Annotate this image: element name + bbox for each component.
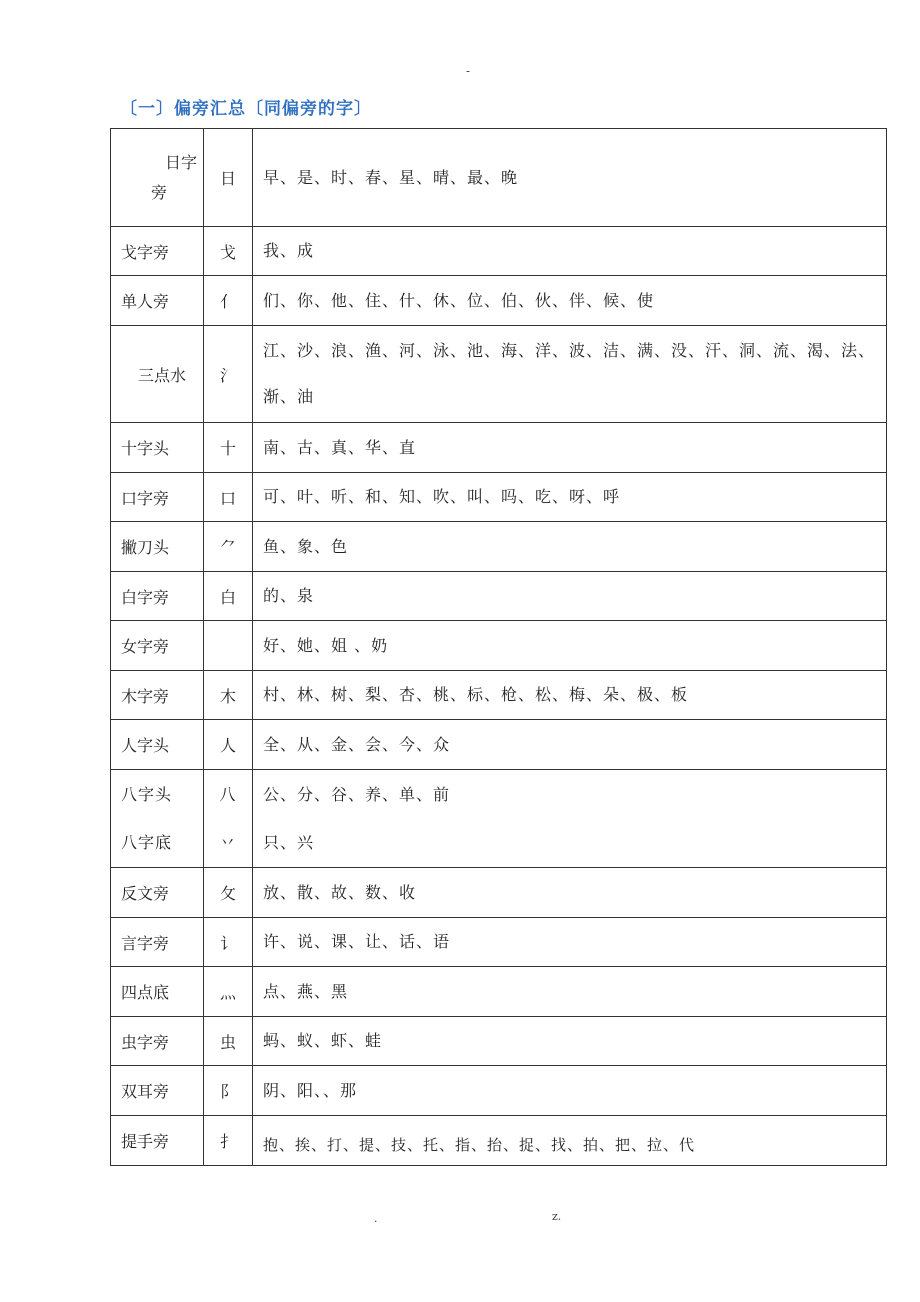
radical-name-line: 木字旁: [121, 686, 170, 706]
table-row: [111, 473, 887, 522]
radical-name-line: 旁: [150, 182, 167, 202]
header-mark: -: [466, 64, 471, 78]
characters-cell: [253, 276, 887, 326]
radical-name-cell: [111, 572, 204, 621]
characters-cell: [253, 326, 887, 423]
characters-cell: [253, 770, 887, 868]
radical-glyph: 亻: [219, 292, 236, 311]
characters-cell: [253, 671, 887, 720]
radical-glyph: 口: [219, 488, 236, 508]
characters-text: 可、叶、听、和、知、吹、叫、吗、吃、呀、呼: [263, 487, 621, 506]
characters-text: 的、泉: [263, 586, 315, 605]
radical-glyph-cell: [204, 918, 253, 967]
radical-glyph-cell: [204, 967, 253, 1017]
radical-name-line: 撇刀头: [121, 538, 170, 557]
radical-name-line: 提手旁: [121, 1132, 170, 1151]
radical-name-line: 口字旁: [121, 488, 170, 508]
characters-cell: [253, 720, 887, 770]
radical-glyph: 攵: [219, 884, 236, 903]
characters-text: 好、她、姐 、奶: [263, 635, 389, 655]
radical-table: [110, 128, 887, 1166]
characters-text: 们、你、他、住、什、休、位、伯、伙、伴、候、使: [263, 290, 655, 310]
radical-name-cell: [111, 671, 204, 720]
table-row: [111, 522, 887, 572]
radical-glyph-cell: [204, 326, 253, 423]
radical-name-cell: [111, 423, 204, 473]
characters-text: 放、散、故、数、收: [263, 882, 417, 902]
characters-text: 许、说、课、让、话、语: [263, 932, 451, 951]
radical-glyph-cell: [204, 276, 253, 326]
radical-name-line: 日字: [164, 152, 197, 172]
radical-glyph: 十: [219, 439, 236, 458]
radical-glyph: 阝: [219, 1082, 236, 1101]
radical-name-line: 白字旁: [121, 587, 170, 607]
footer-left-mark: .: [374, 1212, 378, 1225]
characters-cell: [253, 423, 887, 473]
characters-cell: [253, 918, 887, 967]
characters-cell: [253, 1066, 887, 1116]
radical-name-cell: [111, 326, 204, 423]
radical-name-line: 八字头: [121, 784, 173, 804]
radical-glyph-cell: [204, 621, 253, 671]
radical-glyph: 扌: [219, 1132, 236, 1151]
radical-name-line: 十字头: [121, 439, 170, 458]
radical-glyph-cell: [204, 770, 253, 868]
radical-name-line: 人字头: [121, 736, 170, 755]
characters-cell: [253, 621, 887, 671]
radical-glyph: 人: [219, 736, 236, 755]
table-row: [111, 572, 887, 621]
radical-name-cell: [111, 1066, 204, 1116]
radical-name-line: 四点底: [121, 983, 170, 1002]
radical-glyph: ⺈: [219, 538, 236, 557]
characters-text: 早、是、时、春、星、晴、最、晚: [263, 167, 519, 187]
radical-glyph-cell: [204, 868, 253, 918]
radical-glyph: 讠: [219, 933, 236, 953]
characters-text: 鱼、象、色: [263, 536, 349, 556]
characters-cell: [253, 227, 887, 276]
radical-name-cell: [111, 276, 204, 326]
table-row: [111, 621, 887, 671]
radical-glyph: 木: [219, 686, 236, 706]
radical-glyph-cell: [204, 423, 253, 473]
radical-glyph: 戈: [219, 242, 236, 262]
radical-glyph: 白: [219, 587, 236, 607]
table-row: [111, 276, 887, 326]
radical-glyph-cell: [204, 671, 253, 720]
radical-name-cell: [111, 1017, 204, 1066]
characters-text: 公、分、谷、养、单、前: [263, 784, 451, 804]
radical-glyph-cell: [204, 1116, 253, 1166]
radical-name-cell: [111, 1116, 204, 1166]
characters-cell: [253, 473, 887, 522]
radical-name-cell: [111, 522, 204, 572]
characters-text: 南、古、真、华、直: [263, 437, 417, 457]
characters-cell: [253, 522, 887, 572]
radical-name-line: 双耳旁: [121, 1082, 170, 1101]
table-row: [111, 1017, 887, 1066]
radical-name-cell: [111, 967, 204, 1017]
radical-glyph: 八: [219, 784, 237, 804]
table-row: [111, 326, 887, 423]
characters-text: 点、燕、黑: [263, 981, 349, 1001]
characters-text: 村、林、树、梨、杏、桃、标、枪、松、梅、朵、极、板: [263, 685, 689, 704]
characters-text: 全、从、金、会、今、众: [263, 734, 451, 754]
radical-name-cell: [111, 868, 204, 918]
characters-cell: [253, 572, 887, 621]
radical-name-line: 三点水: [137, 365, 186, 385]
radical-name-cell: [111, 621, 204, 671]
table-row: [111, 720, 887, 770]
table-row: [111, 671, 887, 720]
radical-name-line: 言字旁: [121, 933, 170, 953]
radical-name-line: 八字底: [121, 832, 173, 852]
characters-cell: [253, 868, 887, 918]
characters-text: 只、兴: [263, 832, 315, 852]
page-title: 〔一〕偏旁汇总〔同偏旁的字〕: [120, 99, 372, 119]
radical-glyph-cell: [204, 473, 253, 522]
radical-glyph-cell: [204, 227, 253, 276]
characters-cell: [253, 1017, 887, 1066]
radical-glyph-cell: [204, 129, 253, 227]
characters-text: 阴、阳、、那: [263, 1080, 358, 1100]
table-row: [111, 1066, 887, 1116]
radical-glyph: 丷: [219, 832, 237, 852]
table-row: [111, 129, 887, 227]
characters-text: 蚂、蚁、虾、蛙: [263, 1031, 383, 1050]
table-row: [111, 967, 887, 1017]
radical-name-cell: [111, 473, 204, 522]
radical-glyph: 虫: [219, 1032, 236, 1052]
radical-name-cell: [111, 918, 204, 967]
radical-name-line: 反文旁: [121, 884, 170, 903]
radical-glyph-cell: [204, 720, 253, 770]
characters-cell: [253, 129, 887, 227]
radical-name-line: 女字旁: [121, 637, 170, 656]
radical-name-line: 单人旁: [121, 292, 170, 311]
table-row: [111, 423, 887, 473]
radical-glyph-cell: [204, 1017, 253, 1066]
table-row: [111, 770, 887, 868]
radical-glyph-cell: [204, 572, 253, 621]
table-row: [111, 918, 887, 967]
radical-name-cell: [111, 770, 204, 868]
radical-glyph: 灬: [219, 983, 236, 1002]
radical-name-cell: [111, 720, 204, 770]
radical-glyph: 氵: [219, 365, 236, 385]
table-row: [111, 868, 887, 918]
radical-glyph-cell: [204, 1066, 253, 1116]
radical-name-cell: [111, 129, 204, 227]
footer-right-mark: z.: [552, 1210, 562, 1223]
characters-cell: [253, 967, 887, 1017]
characters-text: 江、沙、浪、渔、河、泳、池、海、洋、波、洁、满、没、汗、洞、流、渴、法、渐、油: [263, 341, 876, 406]
characters-text: 抱、挨、打、提、技、托、指、抬、捉、找、拍、把、拉、代: [263, 1135, 696, 1154]
radical-name-cell: [111, 227, 204, 276]
characters-text: 我、成: [263, 241, 315, 260]
table-row: [111, 1116, 887, 1166]
characters-cell: [253, 1116, 887, 1166]
radical-glyph-cell: [204, 522, 253, 572]
table-row: [111, 227, 887, 276]
radical-name-line: 戈字旁: [121, 242, 170, 262]
radical-glyph: 日: [219, 169, 236, 188]
radical-name-line: 虫字旁: [121, 1032, 170, 1052]
